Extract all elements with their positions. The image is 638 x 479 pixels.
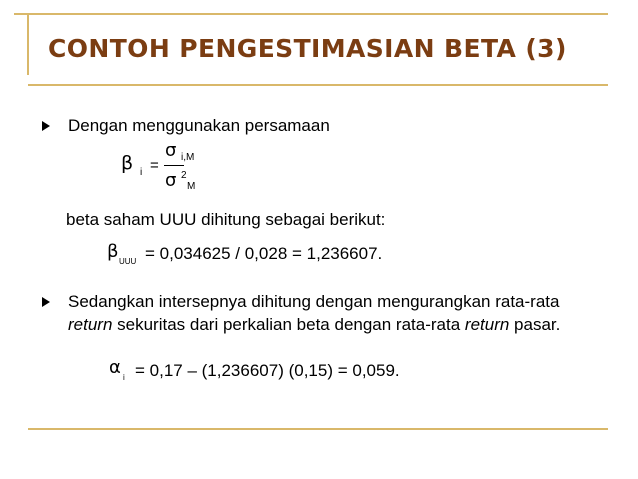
fraction-bar: [164, 165, 184, 166]
beta-calc-subscript: UUU: [119, 257, 137, 266]
bullet-text-2: Sedangkan intersepnya dihitung dengan mengurangkan rata-rata return sekuritas dari perkalian beta dengan rata-rata return pasar.: [68, 292, 561, 334]
numerator-subscript: i,M: [181, 152, 195, 163]
title-underline-rule: [28, 84, 608, 86]
beta-subscript: i: [140, 167, 143, 178]
bottom-rule: [28, 428, 608, 430]
bullet-marker: [42, 297, 50, 307]
alpha-symbol: α: [109, 357, 121, 378]
beta-symbol: β: [121, 152, 134, 174]
title-side-rule: [27, 14, 29, 75]
bullet-text-1: Dengan menggunakan persamaan: [68, 116, 330, 135]
slide-title: CONTOH PENGESTIMASIAN BETA (3): [48, 34, 567, 63]
denominator-subscript: M: [187, 181, 196, 192]
beta-intro-text: beta saham UUU dihitung sebagai berikut:: [66, 210, 386, 229]
sigma-denominator: σ: [165, 170, 177, 191]
sigma-numerator: σ: [165, 140, 177, 161]
top-rule: [14, 13, 608, 15]
alpha-subscript: i: [123, 373, 125, 382]
bullet-marker: [42, 121, 50, 131]
equals-sign: =: [150, 157, 159, 174]
beta-calc-symbol: β: [107, 241, 119, 262]
beta-calc-expression: = 0,034625 / 0,028 = 1,236607.: [145, 244, 383, 263]
denominator-superscript: 2: [181, 170, 187, 181]
alpha-calc-expression: = 0,17 – (1,236607) (0,15) = 0,059.: [135, 361, 400, 380]
